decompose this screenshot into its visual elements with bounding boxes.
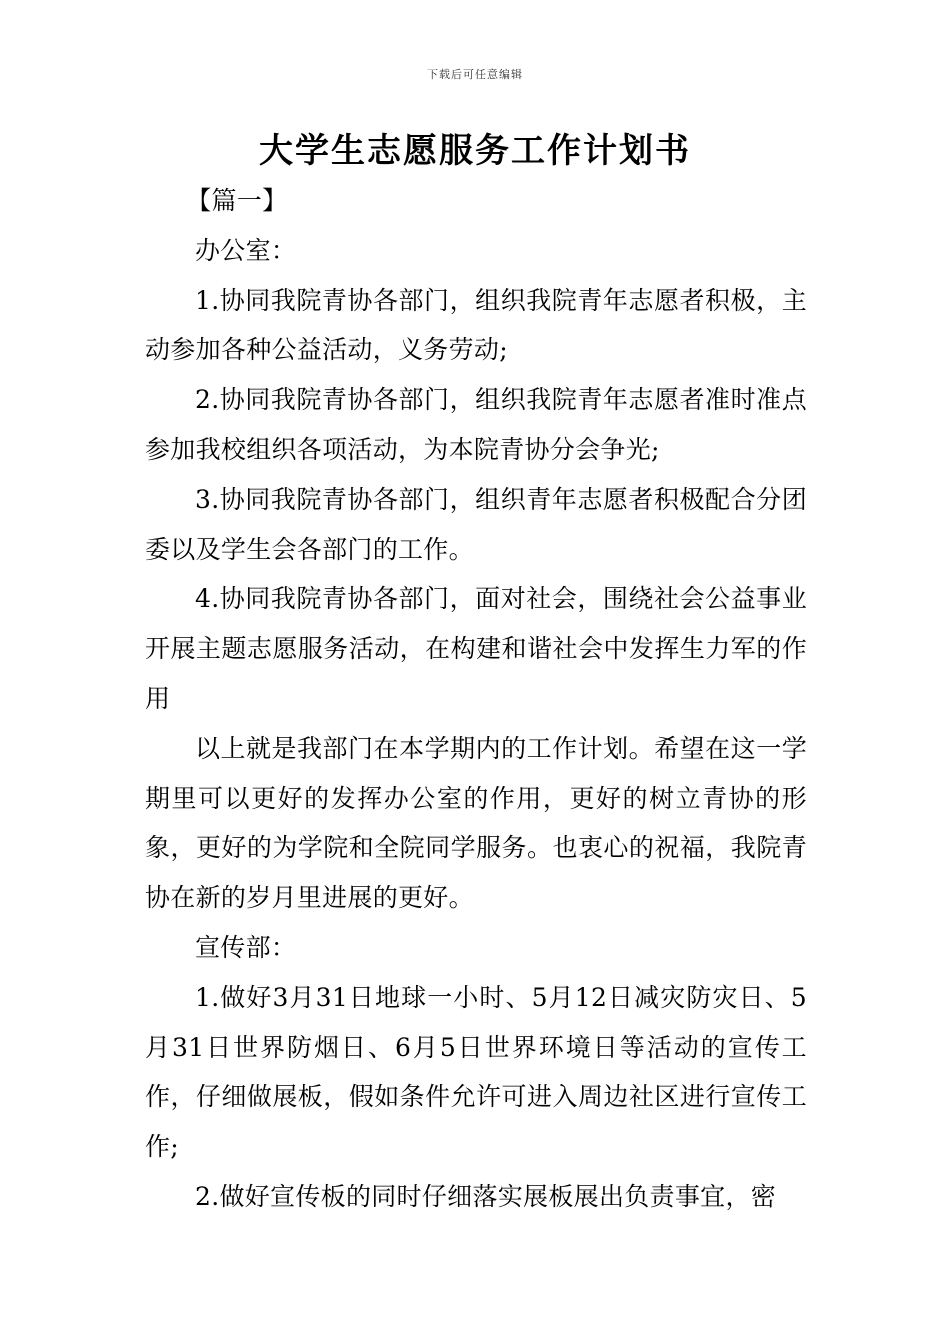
section-heading-office: 办公室： xyxy=(195,235,297,265)
paragraph-office-item-1: 1.协同我院青协各部门，组织我院青年志愿者积极，主动参加各种公益活动，义务劳动; xyxy=(145,285,807,365)
document-title: 大学生志愿服务工作计划书 xyxy=(259,131,691,171)
paragraph-office-summary: 以上就是我部门在本学期内的工作计划。希望在这一学期里可以更好的发挥办公室的作用，更好的树立青协的形象，更好的为学院和全院同学服务。也衷心的祝福，我院青协在新的岁月里进展的更好。 xyxy=(145,733,807,913)
paragraph-publicity-item-1: 1.做好3月31日地球一小时、5月12日减灾防灾日、5月31日世界防烟日、6月5日世界环境日等活动的宣传工作，仔细做展板，假如条件允许可进入周边社区进行宣传工作; xyxy=(145,982,807,1162)
paragraph-office-item-2: 2.协同我院青协各部门，组织我院青年志愿者准时准点参加我校组织各项活动，为本院青协分会争光; xyxy=(145,385,807,464)
section-heading-part-one: 【篇一】 xyxy=(186,186,288,215)
paragraph-office-item-4: 4.协同我院青协各部门，面对社会，围绕社会公益事业开展主题志愿服务活动，在构建和谐社会中发挥生力军的作用 xyxy=(145,584,807,713)
paragraph-office-item-3: 3.协同我院青协各部门，组织青年志愿者积极配合分团委以及学生会各部门的工作。 xyxy=(145,484,807,564)
header-note: 下载后可任意编辑 xyxy=(427,68,523,81)
document-body xyxy=(145,176,807,1222)
section-heading-publicity: 宣传部： xyxy=(195,932,297,962)
paragraph-publicity-item-2: 2.做好宣传板的同时仔细落实展板展出负责事宜，密 xyxy=(195,1181,777,1211)
